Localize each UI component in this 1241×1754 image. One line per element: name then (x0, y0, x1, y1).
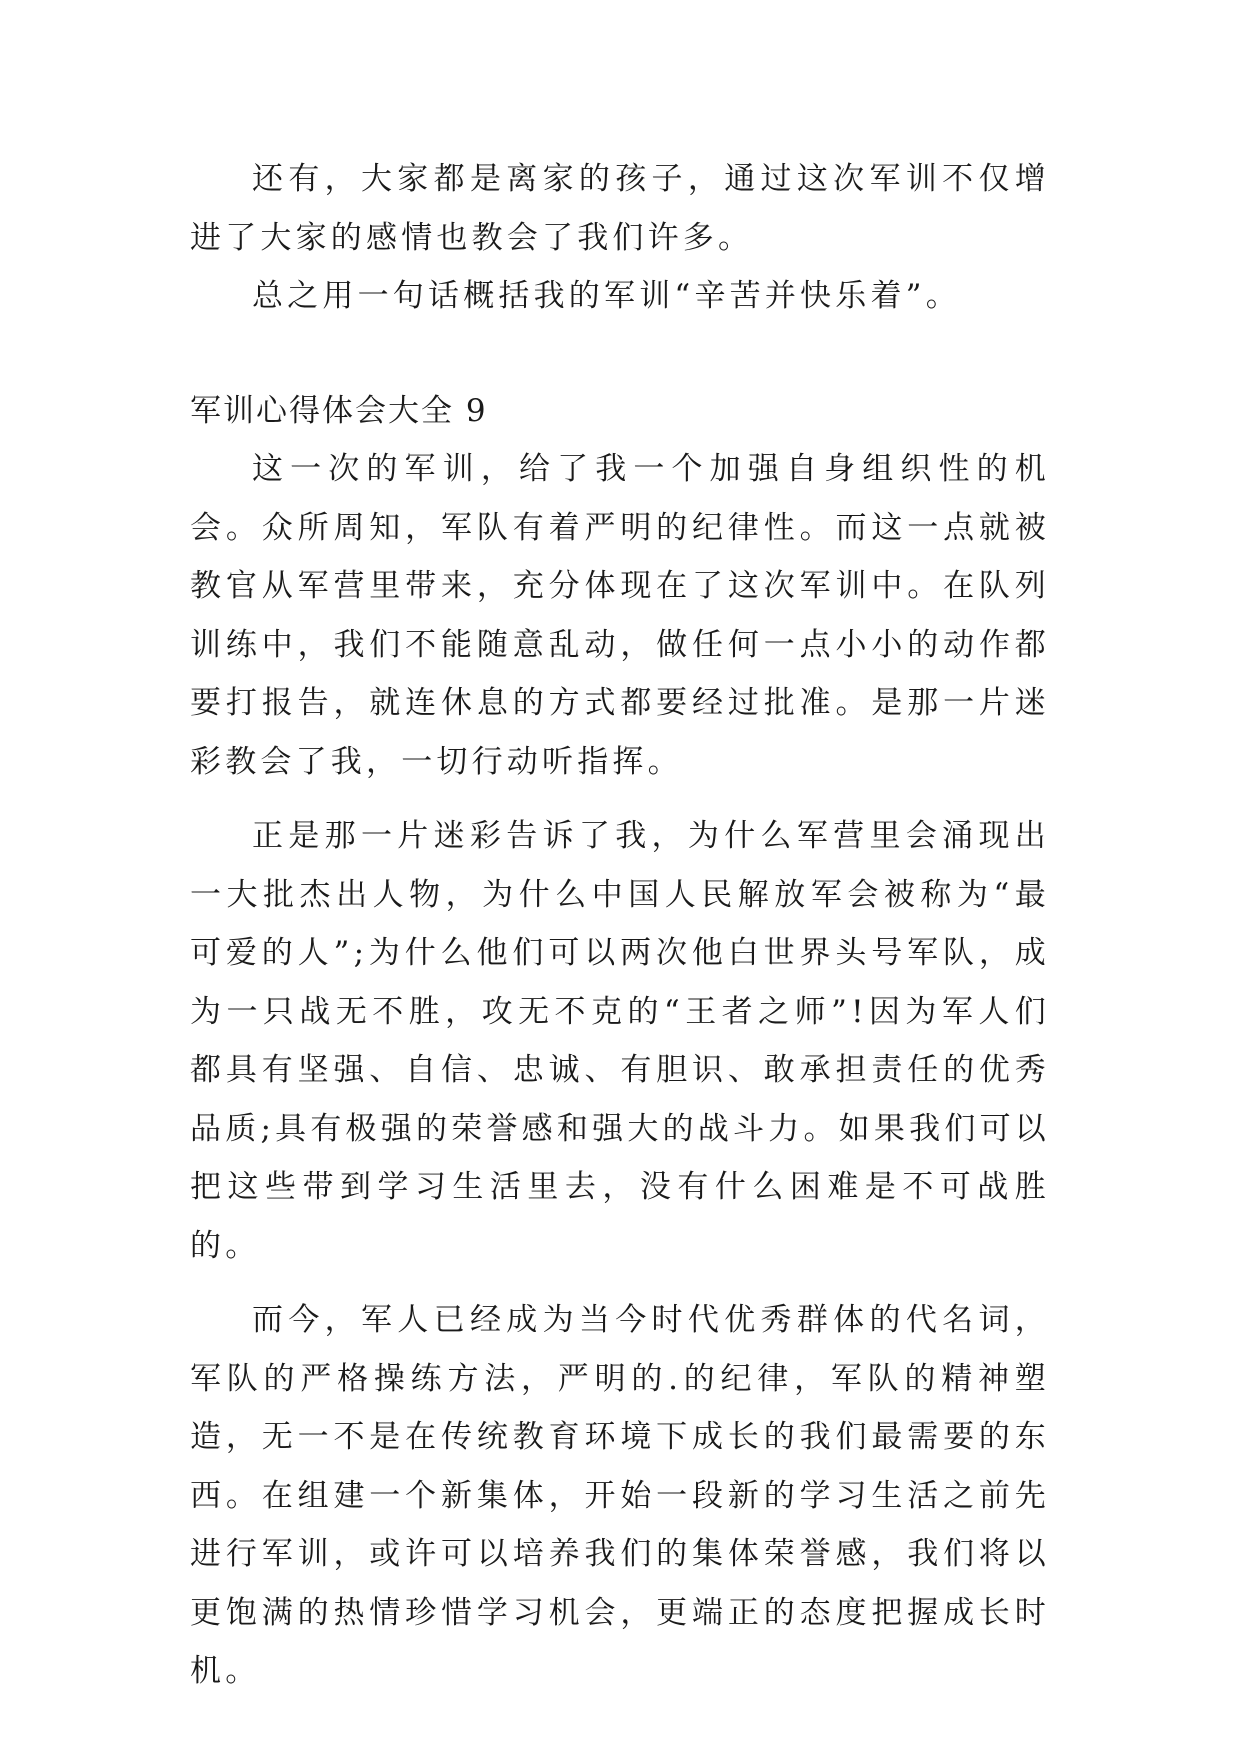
paragraph-summary: 总之用一句话概括我的军训“辛苦并快乐着”。 (252, 278, 961, 314)
paragraph-camouflage: 正是那一片迷彩告诉了我，为什么军营里会涌现出一大批杰出人物，为什么中国人民解放军会被称为“最可爱的人”;为什么他们可以两次他白世界头号军队，成为一只战无不胜，攻无不克的“王者之师”!因为军人们都具有坚强、自信、忠诚、有胆识、敢承担责任的优秀品质;具有极强的荣誉感和强大的战斗力。如果我们可以把这些带到学习生活里去，没有什么困难是不可战胜的。 (190, 818, 1050, 1264)
paragraph-spacer (190, 1275, 1050, 1291)
section-title: 军训心得体会大全 9 (190, 392, 488, 429)
document-body (190, 150, 1050, 1701)
paragraph-soldiers-today: 而今，军人已经成为当今时代优秀群体的代名词，军队的严格操练方法，严明的.的纪律，军队的精神塑造，无一不是在传统教育环境下成长的我们最需要的东西。在组建一个新集体，开始一段新的学习生活之前先进行军训，或许可以培养我们的集体荣誉感，我们将以更饱满的热情珍惜学习机会，更端正的态度把握成长时机。 (190, 1302, 1050, 1689)
paragraph-spacer (190, 791, 1050, 807)
paragraph-family-feelings: 还有，大家都是离家的孩子，通过这次军训不仅增进了大家的感情也教会了我们许多。 (190, 161, 1050, 256)
paragraph-discipline: 这一次的军训，给了我一个加强自身组织性的机会。众所周知，军队有着严明的纪律性。而这一点就被教官从军营里带来，充分体现在了这次军训中。在队列训练中，我们不能随意乱动，做任何一点小小的动作都要打报告，就连休息的方式都要经过批准。是那一片迷彩教会了我，一切行动听指挥。 (190, 451, 1050, 780)
section-spacer (190, 326, 1050, 382)
